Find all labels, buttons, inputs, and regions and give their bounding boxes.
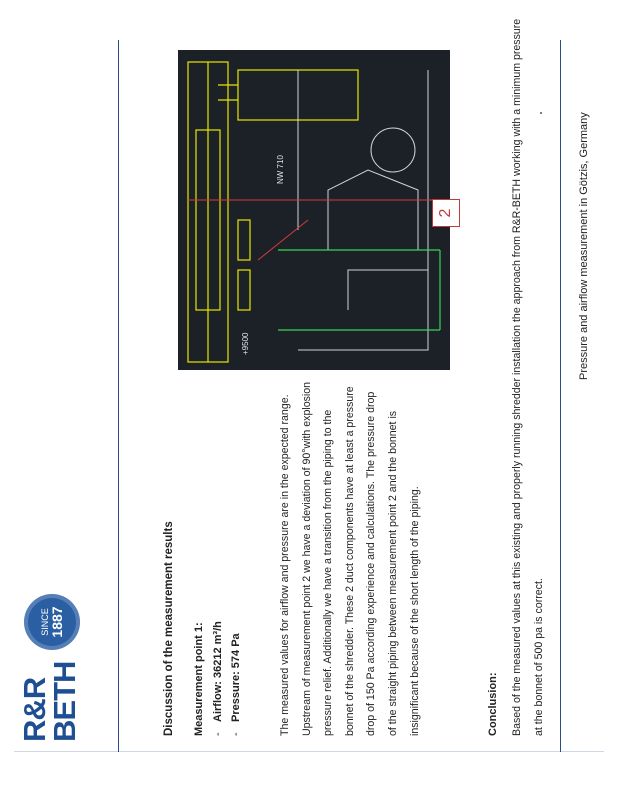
measurement-point-title: Measurement point 1:	[193, 622, 205, 736]
seal-top-text: SINCE	[39, 608, 50, 636]
measurement-list	[212, 621, 248, 736]
list-item	[212, 621, 224, 736]
section-title: Discussion of the measurement results	[163, 521, 175, 736]
since-seal-icon	[24, 594, 80, 650]
pressure-value: Pressure: 574 Pa	[230, 633, 242, 722]
seal-year: 1887	[48, 606, 65, 638]
technical-drawing	[178, 50, 450, 370]
rr-beth-logo	[17, 572, 100, 742]
list-item	[230, 621, 242, 736]
list-bullet: -	[212, 732, 224, 736]
page-header-title: Pressure and airflow measurement in Götzis, Germany	[578, 112, 590, 380]
drawing-label-nw710: NW 710	[276, 155, 285, 184]
logo-line-1: R&R	[17, 677, 52, 742]
conclusion-title: Conclusion:	[487, 672, 499, 736]
header-rule	[560, 40, 561, 752]
logo-wordmark	[17, 661, 82, 742]
airflow-value: Airflow: 36212 m³/h	[212, 621, 224, 722]
list-bullet: -	[230, 732, 242, 736]
logo-line-2: BETH	[47, 661, 82, 742]
logo-rule	[118, 40, 119, 752]
conclusion-text: Based of the measured values at this existing and properly running shredder installation the approach from R&R-BETH working with a minimum pressure at the bonnet of 500 pa is correct.	[511, 18, 545, 736]
measurement-point-marker: 2	[432, 199, 460, 227]
left-margin-rule	[14, 751, 604, 752]
drawing-label-level: +9500	[241, 332, 250, 355]
cad-drawing-image	[178, 50, 450, 370]
discussion-paragraph: The measured values for airflow and pressure are in the expected range. Upstream of measurement point 2 we have a deviation of 90°with explosion pressure relief. Additionally we have a transition from the piping to the bonnet of the shredder. These 2 duct components have at least a pressure drop of 150 Pa according experience and calculations. The pressure drop of the straight piping between measurement point 2 and the bonnet is insignificant because of the short length of the piping.	[279, 381, 421, 736]
